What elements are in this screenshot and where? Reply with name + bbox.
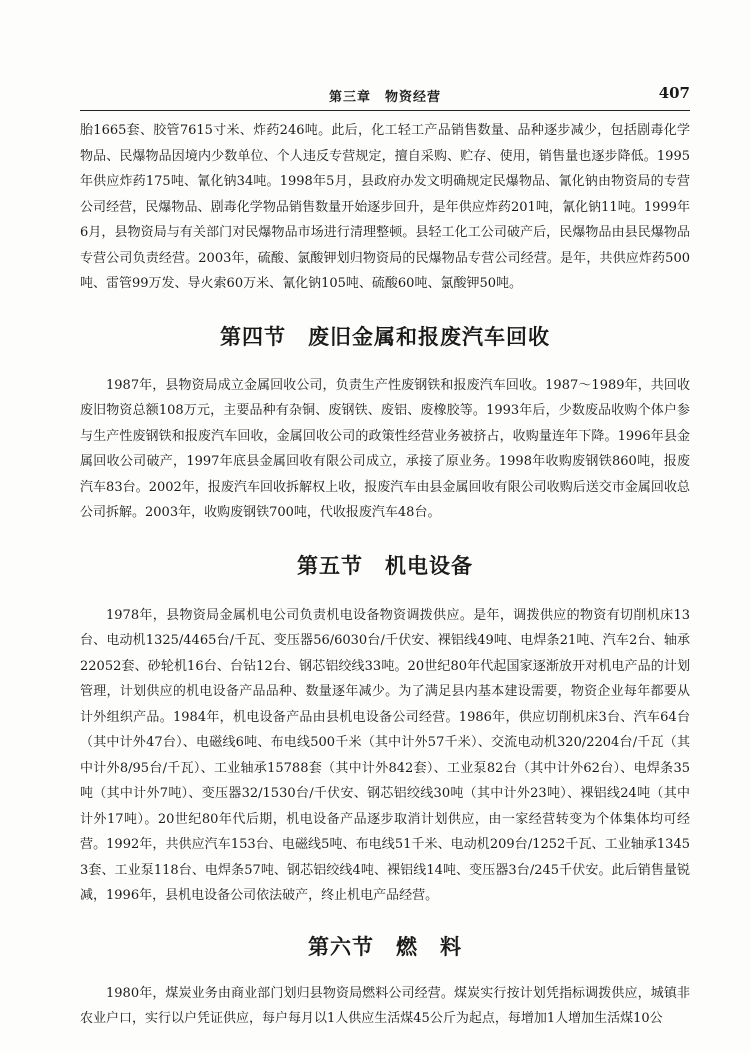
section-6-paragraph: 1980年，煤炭业务由商业部门划归县物资局燃料公司经营。煤炭实行按计划凭指标调拨供应，城镇非农业户口，实行以户凭证供应，每户每月以1人供应生活煤45公斤为起点，每增加1人增加生活煤10公 [80,985,690,1026]
section-6-title: 第六节 燃 料 [308,934,462,959]
chapter-title: 第三章 物资经营 [328,90,441,105]
header-rule [80,110,690,111]
section-5-title: 第五节 机电设备 [297,553,473,578]
section-4-title: 第四节 废旧金属和报废汽车回收 [220,324,550,349]
section-4-paragraph: 1987年，县物资局成立金属回收公司，负责生产性废钢铁和报废汽车回收。1987～1989年，共回收废旧物资总额108万元，主要品种有杂铜、废钢铁、废铝、废橡胶等。1993年后，少数废品收购个体户参与生产性废钢铁和报废汽车回收，金属回收公司的政策性经营业务被挤占，收购量连年下降。1996年县金属回收公司破产，1997年底县金属回收有限公司成立，承接了原业务。1998年收购废钢铁860吨，报废汽车83台。2002年，报废汽车回收拆解权上收，报废汽车由县金属回收有限公司收购后送交市金属回收总公司拆解。2003年，收购废钢铁700吨，代收报废汽车48台。 [80,377,690,520]
running-header [80,84,690,106]
section-5-paragraph: 1978年，县物资局金属机电公司负责机电设备物资调拨供应。是年，调拨供应的物资有切削机床13台、电动机1325/4465台/千瓦、变压器56/6030台/千伏安、裸铝线49吨、电焊条21吨、汽车2台、轴承22052套、砂轮机16台、台钻12台、钢芯铝绞线33吨。20世纪80年代起国家逐渐放开对机电产品的计划管理，计划供应的机电设备产品品种、数量逐年减少。为了满足县内基本建设需要，物资企业每年都要从计外组织产品。1984年，机电设备产品由县机电设备公司经营。1986年，供应切削机床3台、汽车64台（其中计外47台）、电磁线6吨、布电线500千米（其中计外57千米）、交流电动机320/2204台/千瓦（其中计外8/95台/千瓦）、工业轴承15788套（其中计外842套）、工业泵82台（其中计外62台）、电焊条35吨（其中计外7吨）、变压器32/1530台/千伏安、钢芯铝绞线30吨（其中计外23吨）、裸铝线24吨（其中计外17吨）。20世纪80年代后期，机电设备产品逐步取消计划供应，由一家经营转变为个体集体均可经营。1992年，共供应汽车153台、电磁线5吨、布电线51千米、电动机209台/1252千瓦、工业轴承13453套、工业泵118台、电焊条57吨、钢芯铝绞线4吨、裸铝线14吨、变压器3台/245千伏安。此后销售量锐减，1996年，县机电设备公司依法破产，终止机电产品经营。 [80,607,690,903]
page-body [80,118,690,1032]
page-number: 407 [658,84,690,102]
intro-paragraph: 胎1665套、胶管7615寸米、炸药246吨。此后，化工轻工产品销售数量、品种逐步减少，包括剧毒化学物品、民爆物品因境内少数单位、个人违反专营规定，擅自采购、贮存、使用，销售量也逐步降低。1995年供应炸药175吨、氰化钠34吨。1998年5月，县政府办发文明确规定民爆物品、氰化钠由物资局的专营公司经营，民爆物品、剧毒化学物品销售数量开始逐步回升，是年供应炸药201吨，氰化钠11吨。1999年6月，县物资局与有关部门对民爆物品市场进行清理整顿。县轻工化工公司破产后，民爆物品由县民爆物品专营公司负责经营。2003年，硫酸、氯酸钾划归物资局的民爆物品专营公司经营。是年，共供应炸药500吨、雷管99万发、导火索60万米、氰化钠105吨、硫酸60吨、氯酸钾50吨。 [80,123,690,291]
